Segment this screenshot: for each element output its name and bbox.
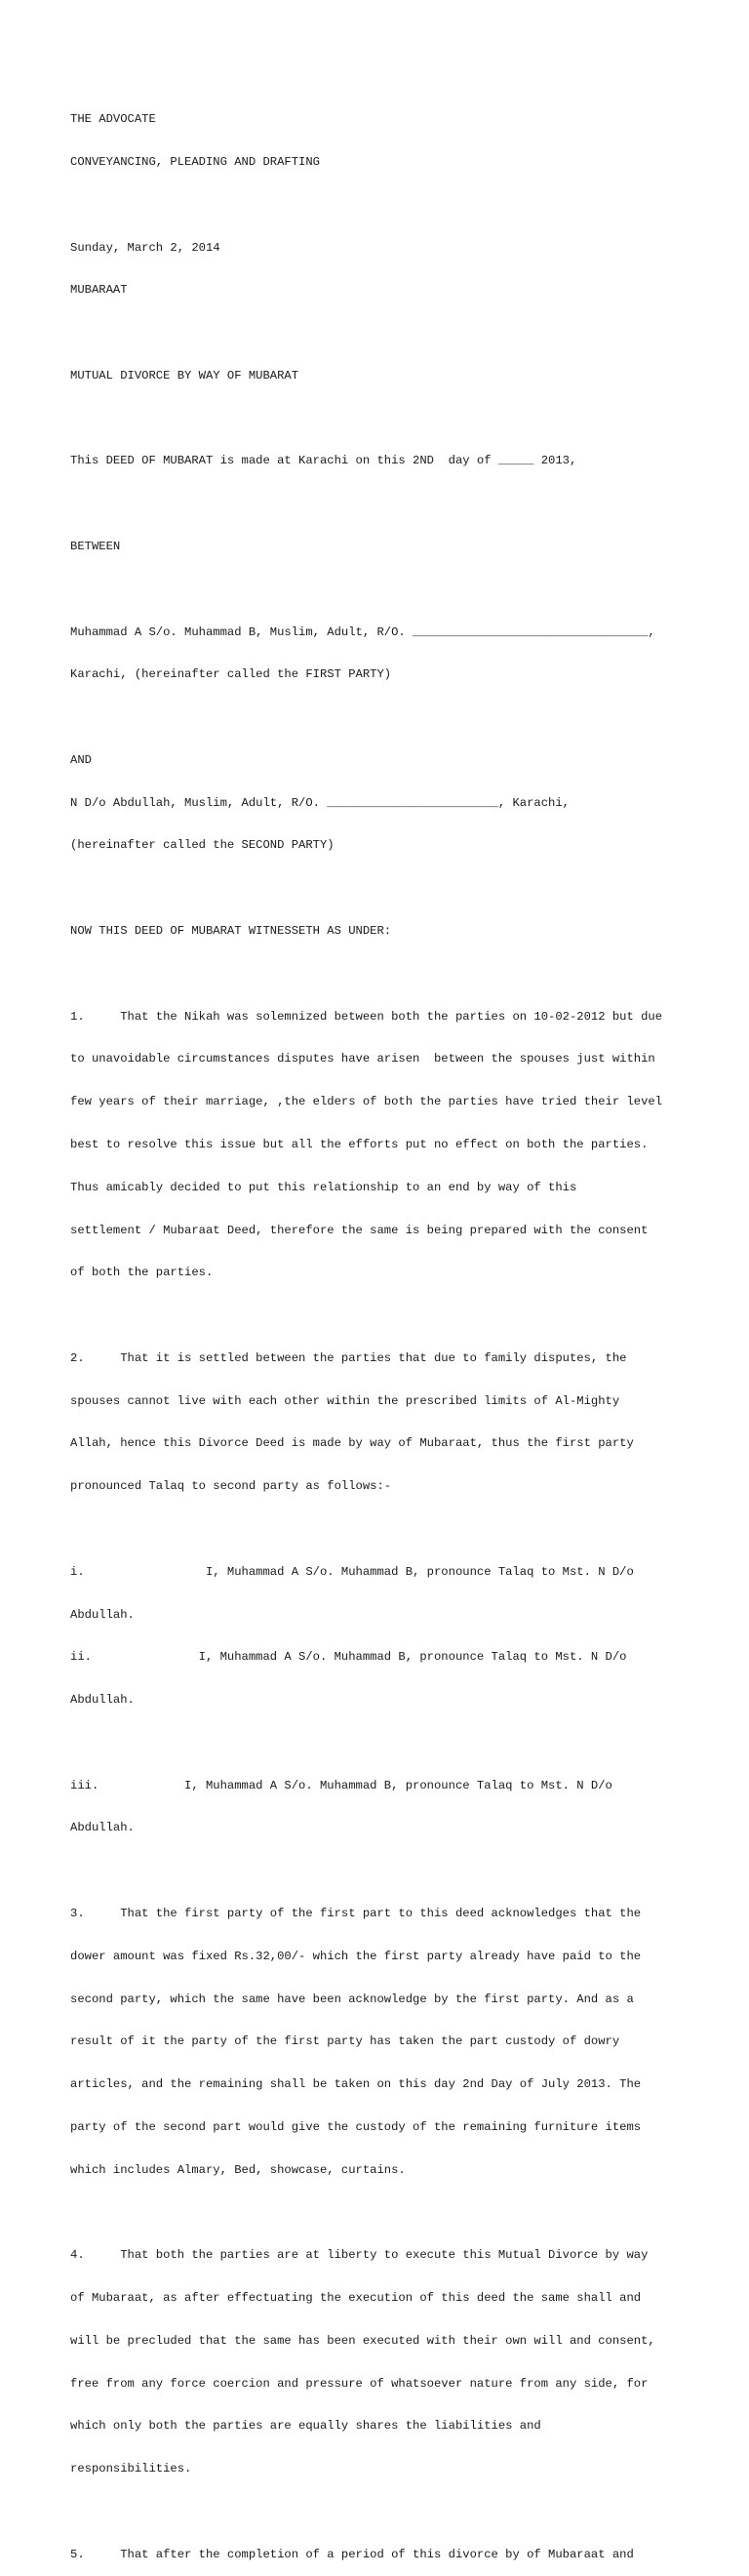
spacer: [70, 967, 694, 982]
talaq-item-1: Abdullah.: [70, 1607, 135, 1622]
clause-4-line: free from any force coercion and pressure of whatsoever nature from any side, for: [70, 2376, 649, 2391]
clause-3-line: second party, which the same have been acknowledge by the first party. And as a: [70, 1992, 634, 2006]
spacer: [70, 1864, 694, 1878]
spacer: [70, 1308, 694, 1323]
document-date: Sunday, March 2, 2014: [70, 240, 220, 255]
spacer: [70, 198, 694, 213]
clause-1-line: of both the parties.: [70, 1266, 214, 1280]
first-party-line: Karachi, (hereinafter called the FIRST PARTY): [70, 667, 392, 682]
clause-2-line: spouses cannot live with each other within the prescribed limits of Al-Mighty: [70, 1393, 620, 1408]
clause-2-line: Allah, hence this Divorce Deed is made by way of Mubaraat, thus the first party: [70, 1436, 634, 1451]
clause-4-line: which only both the parties are equally shares the liabilities and: [70, 2419, 541, 2434]
document-heading: MUTUAL DIVORCE BY WAY OF MUBARAT: [70, 368, 299, 382]
clause-4-line: of Mubaraat, as after effectuating the execution of this deed the same shall and: [70, 2291, 642, 2306]
header-title: THE ADVOCATE: [70, 112, 156, 127]
document-type: MUBARAAT: [70, 283, 128, 298]
spacer: [70, 583, 694, 597]
talaq-item-3: Abdullah.: [70, 1821, 135, 1835]
spacer: [70, 326, 694, 341]
spacer: [70, 881, 694, 896]
clause-4-line: responsibilities.: [70, 2462, 192, 2476]
deed-intro: This DEED OF MUBARAT is made at Karachi on this 2ND day of _____ 2013,: [70, 454, 577, 468]
spacer: [70, 412, 694, 426]
clause-1-line: 1. That the Nikah was solemnized between both the parties on 10-02-2012 but due: [70, 1009, 663, 1024]
clause-5-line: 5. That after the completion of a period of this divorce by of Mubaraat and: [70, 2547, 634, 2561]
clause-1-line: settlement / Mubaraat Deed, therefore the same is being prepared with the consent: [70, 1223, 649, 1237]
clause-1-line: best to resolve this issue but all the efforts put no effect on both the parties.: [70, 1137, 649, 1151]
and-label: AND: [70, 752, 92, 767]
spacer: [70, 1736, 694, 1751]
spacer: [70, 2505, 694, 2519]
clause-3-line: party of the second part would give the custody of the remaining furniture items: [70, 2119, 642, 2134]
second-party-line: N D/o Abdullah, Muslim, Adult, R/O. ________________________, Karachi,: [70, 795, 570, 810]
spacer: [70, 710, 694, 725]
clause-3-line: result of it the party of the first party has taken the part custody of dowry: [70, 2034, 620, 2049]
clause-3-line: which includes Almary, Bed, showcase, curtains.: [70, 2162, 406, 2177]
clause-1-line: to unavoidable circumstances disputes have arisen between the spouses just within: [70, 1052, 655, 1067]
spacer: [70, 2205, 694, 2220]
header-subtitle: CONVEYANCING, PLEADING AND DRAFTING: [70, 154, 320, 169]
clause-3-line: 3. That the first party of the first part to this deed acknowledges that the: [70, 1907, 642, 1920]
clause-1-line: few years of their marriage, ,the elders of both the parties have tried their level: [70, 1095, 663, 1109]
between-label: BETWEEN: [70, 540, 121, 553]
clause-4-line: 4. That both the parties are at liberty to execute this Mutual Divorce by way: [70, 2248, 649, 2263]
witnesseth-heading: NOW THIS DEED OF MUBARAT WITNESSETH AS UNDER:: [70, 924, 392, 939]
talaq-item-2: ii. I, Muhammad A S/o. Muhammad B, pronounce Talaq to Mst. N D/o: [70, 1650, 627, 1665]
clause-3-line: articles, and the remaining shall be taken on this day 2nd Day of July 2013. The: [70, 2077, 642, 2092]
document-body: [70, 84, 694, 2576]
talaq-item-1: i. I, Muhammad A S/o. Muhammad B, pronounce Talaq to Mst. N D/o: [70, 1564, 634, 1579]
spacer: [70, 1522, 694, 1537]
talaq-item-2: Abdullah.: [70, 1693, 135, 1708]
clause-2-line: 2. That it is settled between the parties that due to family disputes, the: [70, 1350, 627, 1365]
clause-3-line: dower amount was fixed Rs.32,00/- which the first party already have paid to the: [70, 1949, 642, 1963]
spacer: [70, 497, 694, 511]
second-party-line: (hereinafter called the SECOND PARTY): [70, 838, 335, 853]
clause-1-line: Thus amicably decided to put this relationship to an end by way of this: [70, 1180, 577, 1194]
clause-2-line: pronounced Talaq to second party as follows:-: [70, 1479, 392, 1494]
talaq-item-3: iii. I, Muhammad A S/o. Muhammad B, pronounce Talaq to Mst. N D/o: [70, 1778, 612, 1792]
clause-4-line: will be precluded that the same has been executed with their own will and consent,: [70, 2333, 655, 2348]
first-party-line: Muhammad A S/o. Muhammad B, Muslim, Adult, R/O. _________________________________,: [70, 624, 655, 639]
